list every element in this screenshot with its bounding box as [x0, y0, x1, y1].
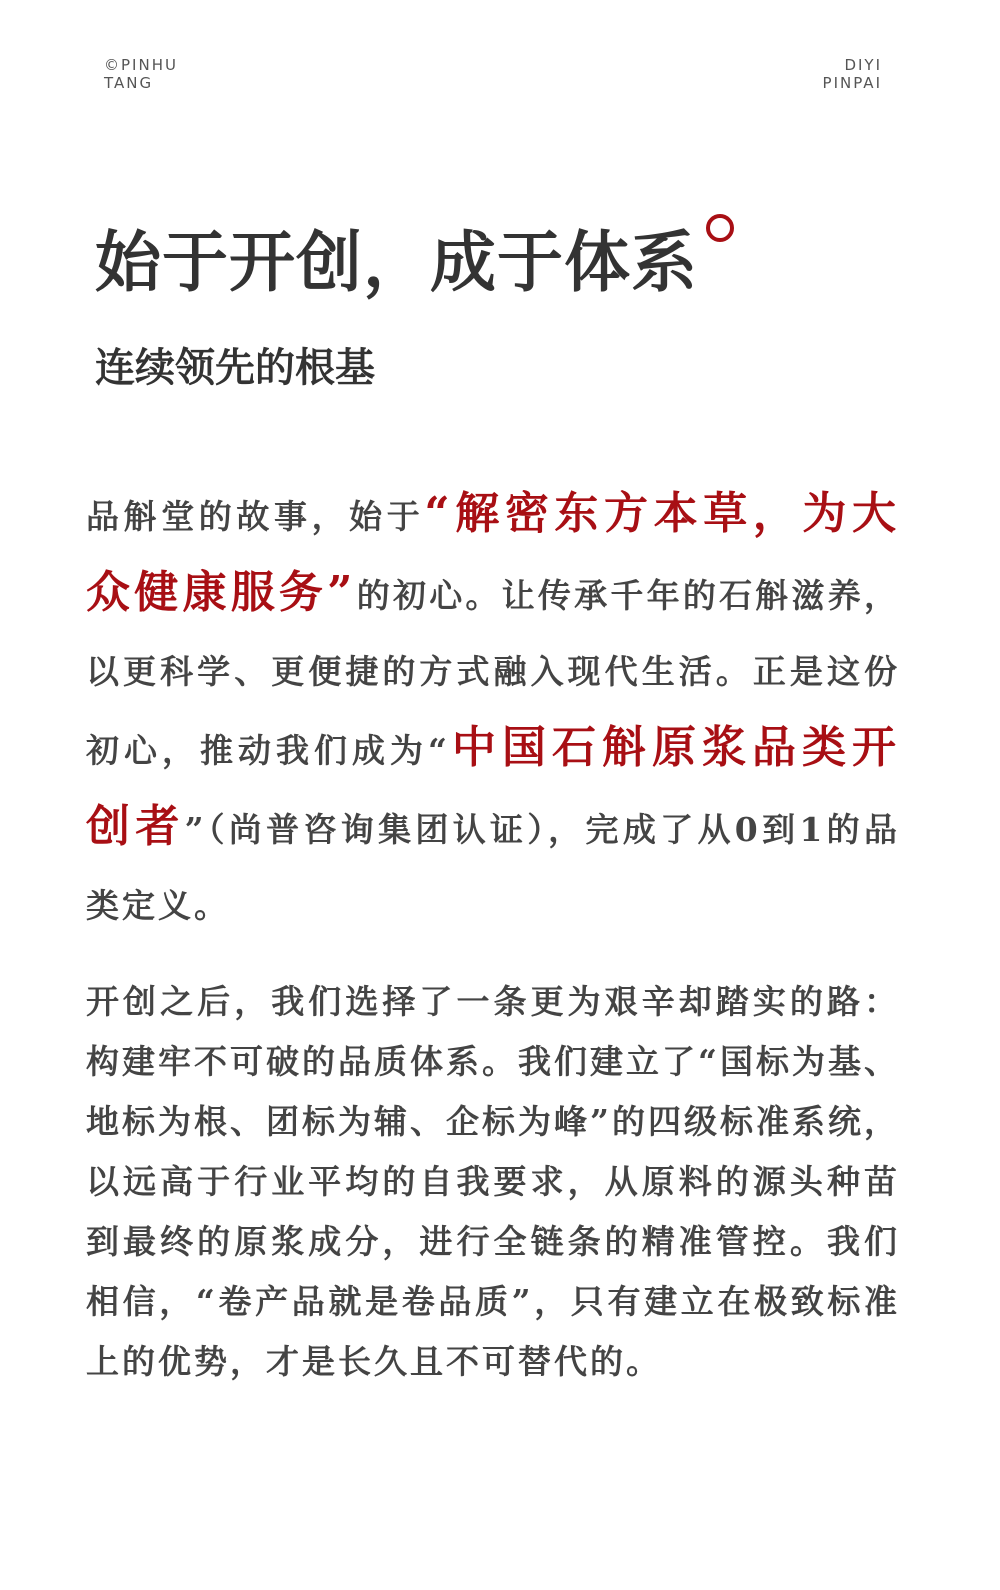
page-title: 始于开创，成于体系: [95, 223, 698, 301]
brand-right-line1: DIYI: [844, 56, 882, 74]
brand-right-line2: PINPAI: [822, 74, 882, 92]
story-paragraph: [86, 476, 900, 944]
brand-left-line1: ©PINHU: [104, 56, 178, 74]
brand-mark-right: [823, 56, 882, 92]
story-text-3: ”（尚普咨询集团认证），完成了从0到1的品类定义。: [86, 810, 901, 925]
red-ring-icon: [706, 214, 734, 242]
story-text-2: 的初心。让传承千年的石斛滋养，以更科学、更便捷的方式融入现代生活。正是这份初心，推动我们成为“: [86, 576, 900, 770]
story-text-1: 品斛堂的故事，始于: [86, 497, 425, 536]
brand-mark-left: [104, 56, 178, 92]
page-subtitle: 连续领先的根基: [95, 344, 375, 391]
story-highlight-pioneer: 中国石斛原浆品类开创者: [86, 722, 901, 852]
brand-left-line2: TANG: [104, 74, 154, 92]
story-highlight-mission: “解密东方本草，为大众健康服务”: [86, 488, 900, 618]
quality-paragraph: 开创之后，我们选择了一条更为艰辛却踏实的路：构建牢不可破的品质体系。我们建立了“国标为基、地标为根、团标为辅、企标为峰”的四级标准系统，以远高于行业平均的自我要求，从原料的源头种苗到最终的原浆成分，进行全链条的精准管控。我们相信，“卷产品就是卷品质”，只有建立在极致标准上的优势，才是长久且不可替代的。: [86, 982, 900, 1381]
